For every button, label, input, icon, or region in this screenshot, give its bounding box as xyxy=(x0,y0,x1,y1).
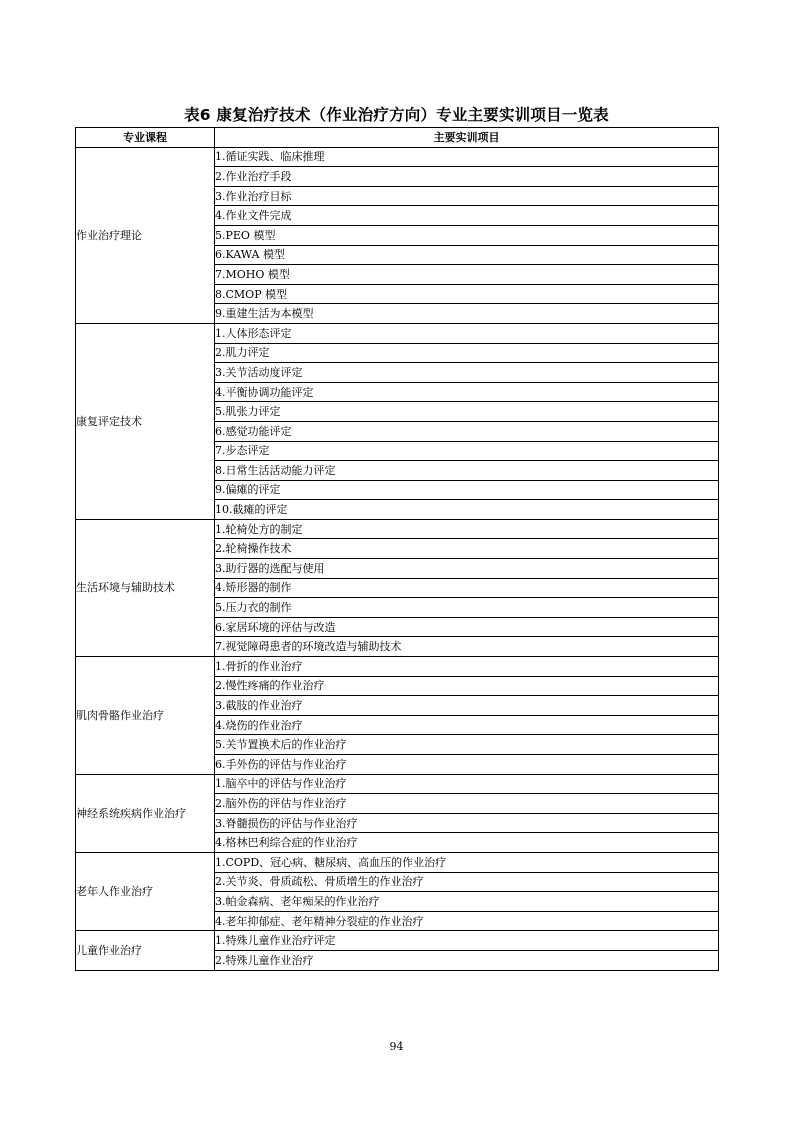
training-item: 5.压力衣的制作 xyxy=(215,598,719,618)
training-item: 2.作业治疗手段 xyxy=(215,167,719,187)
training-item: 1.特殊儿童作业治疗评定 xyxy=(215,931,719,951)
training-item: 4.老年抑郁症、老年精神分裂症的作业治疗 xyxy=(215,911,719,931)
training-item: 6.手外伤的评估与作业治疗 xyxy=(215,755,719,775)
course-name: 老年人作业治疗 xyxy=(76,852,215,930)
training-item: 8.CMOP 模型 xyxy=(215,284,719,304)
course-name: 作业治疗理论 xyxy=(76,147,215,323)
table-row xyxy=(76,657,719,677)
training-item: 3.关节活动度评定 xyxy=(215,363,719,383)
course-name: 生活环境与辅助技术 xyxy=(76,519,215,656)
training-item: 4.烧伤的作业治疗 xyxy=(215,715,719,735)
header-course: 专业课程 xyxy=(76,128,215,148)
course-name: 肌肉骨骼作业治疗 xyxy=(76,657,215,775)
table-row xyxy=(76,323,719,343)
page-title: 表6 康复治疗技术（作业治疗方向）专业主要实训项目一览表 xyxy=(184,106,609,124)
training-item: 3.助行器的选配与使用 xyxy=(215,559,719,579)
training-item: 10.截瘫的评定 xyxy=(215,500,719,520)
training-item: 6.感觉功能评定 xyxy=(215,421,719,441)
table-row xyxy=(76,931,719,951)
table-body xyxy=(76,147,719,970)
training-item: 6.家居环境的评估与改造 xyxy=(215,617,719,637)
training-item: 2.特殊儿童作业治疗 xyxy=(215,950,719,970)
training-item: 6.KAWA 模型 xyxy=(215,245,719,265)
course-name: 神经系统疾病作业治疗 xyxy=(76,774,215,852)
training-item: 7.视觉障碍患者的环境改造与辅助技术 xyxy=(215,637,719,657)
training-item: 4.格林巴利综合症的作业治疗 xyxy=(215,833,719,853)
training-item: 2.慢性疼痛的作业治疗 xyxy=(215,676,719,696)
training-item: 8.日常生活活动能力评定 xyxy=(215,461,719,481)
training-item: 2.轮椅操作技术 xyxy=(215,539,719,559)
table-header-row xyxy=(76,128,719,148)
page-number: 94 xyxy=(389,1040,404,1053)
training-item: 1.骨折的作业治疗 xyxy=(215,657,719,677)
training-item: 7.MOHO 模型 xyxy=(215,265,719,285)
training-item: 3.截肢的作业治疗 xyxy=(215,696,719,716)
training-item: 4.矫形器的制作 xyxy=(215,578,719,598)
training-item: 7.步态评定 xyxy=(215,441,719,461)
training-item: 4.作业文件完成 xyxy=(215,206,719,226)
training-item: 4.平衡协调功能评定 xyxy=(215,382,719,402)
training-table xyxy=(75,127,719,971)
training-item: 5.肌张力评定 xyxy=(215,402,719,422)
table-row xyxy=(76,147,719,167)
training-item: 9.重建生活为本模型 xyxy=(215,304,719,324)
course-name: 康复评定技术 xyxy=(76,323,215,519)
training-item: 2.肌力评定 xyxy=(215,343,719,363)
training-item: 3.脊髓损伤的评估与作业治疗 xyxy=(215,813,719,833)
table-row xyxy=(76,519,719,539)
training-item: 5.关节置换术后的作业治疗 xyxy=(215,735,719,755)
training-item: 2.脑外伤的评估与作业治疗 xyxy=(215,794,719,814)
training-item: 1.循证实践、临床推理 xyxy=(215,147,719,167)
header-items: 主要实训项目 xyxy=(215,128,719,148)
training-item: 5.PEO 模型 xyxy=(215,225,719,245)
training-item: 1.人体形态评定 xyxy=(215,323,719,343)
table-row xyxy=(76,852,719,872)
training-item: 1.COPD、冠心病、糖尿病、高血压的作业治疗 xyxy=(215,852,719,872)
training-item: 2.关节炎、骨质疏松、骨质增生的作业治疗 xyxy=(215,872,719,892)
training-item: 9.偏瘫的评定 xyxy=(215,480,719,500)
table-row xyxy=(76,774,719,794)
training-item: 3.作业治疗目标 xyxy=(215,186,719,206)
training-item: 3.帕金森病、老年痴呆的作业治疗 xyxy=(215,892,719,912)
training-item: 1.轮椅处方的制定 xyxy=(215,519,719,539)
course-name: 儿童作业治疗 xyxy=(76,931,215,970)
training-item: 1.脑卒中的评估与作业治疗 xyxy=(215,774,719,794)
